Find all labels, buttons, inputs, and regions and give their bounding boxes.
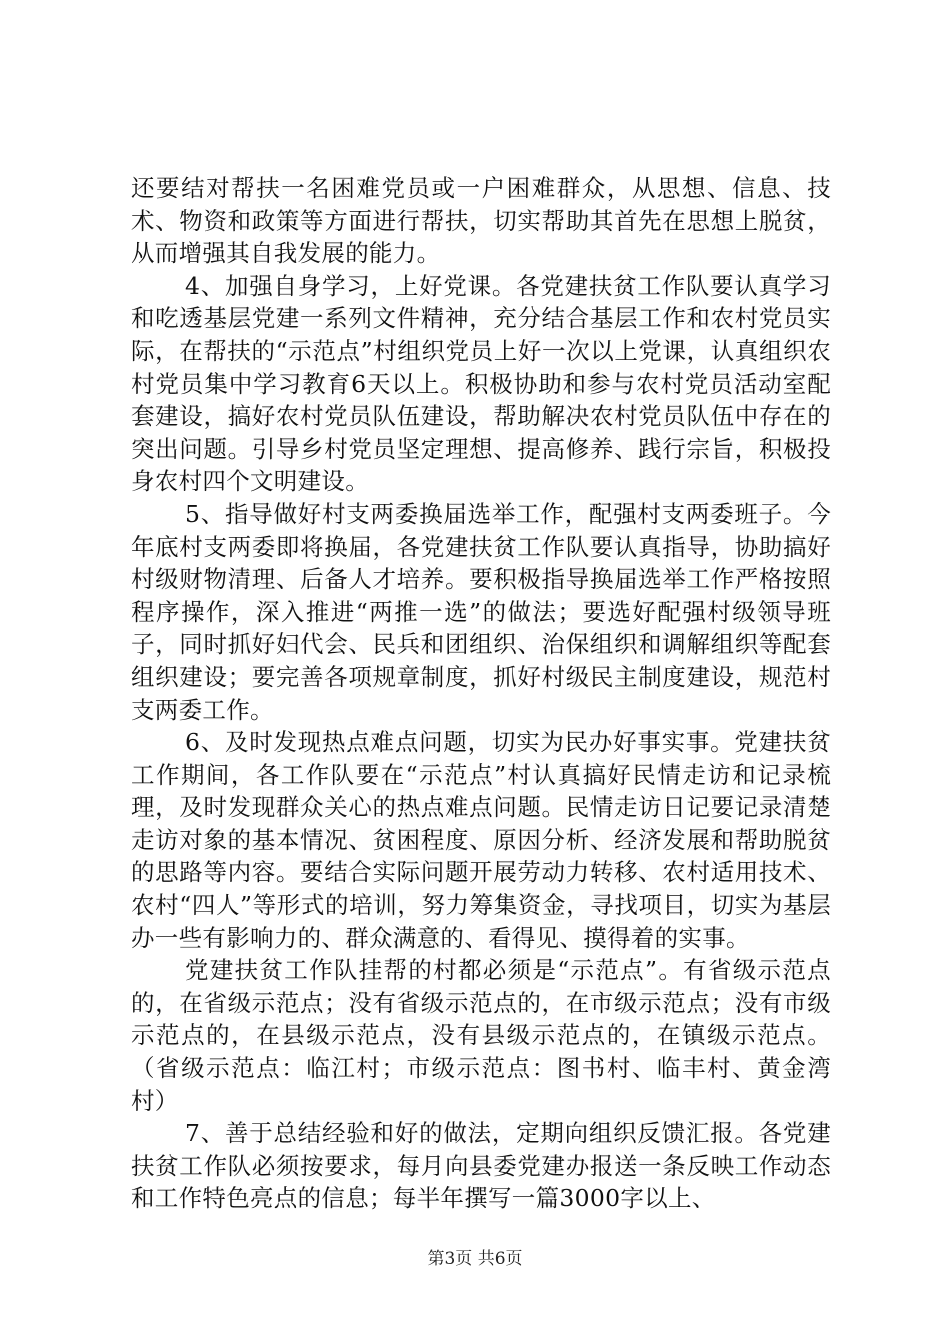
paragraph-continuation: 还要结对帮扶一名困难党员或一户困难群众，从思想、信息、技术、物资和政策等方面进行帮扶，切实帮助其首先在思想上脱贫，从而增强其自我发展的能力。 [131, 174, 831, 268]
paragraph-item-5: 5、指导做好村支两委换届选举工作，配强村支两委班子。今年底村支两委即将换届，各党建扶贫工作队要认真指导，协助搞好村级财物清理、后备人才培养。要积极指导换届选举工作严格按照程序操作，深入推进“两推一选”的做法；要选好配强村级领导班子，同时抓好妇代会、民兵和团组织、治保组织和调解组织等配套组织建设；要完善各项规章制度，抓好村级民主制度建设，规范村支两委工作。 [131, 499, 831, 724]
paragraph-item-4: 4、加强自身学习，上好党课。各党建扶贫工作队要认真学习和吃透基层党建一系列文件精神，充分结合基层工作和农村党员实际，在帮扶的“示范点”村组织党员上好一次以上党课，认真组织农村党员集中学习教育6天以上。积极协助和参与农村党员活动室配套建设，搞好农村党员队伍建设，帮助解决农村党员队伍中存在的突出问题。引导乡村党员坚定理想、提高修养、践行宗旨，积极投身农村四个文明建设。 [131, 271, 831, 496]
document-body [131, 172, 831, 1215]
paragraph-item-7: 7、善于总结经验和好的做法，定期向组织反馈汇报。各党建扶贫工作队必须按要求，每月向县委党建办报送一条反映工作动态和工作特色亮点的信息；每半年撰写一篇3000字以上、 [131, 1119, 831, 1213]
page-number-footer: 第3页 共6页 [427, 1249, 523, 1269]
paragraph-demonstration-sites: 党建扶贫工作队挂帮的村都必须是“示范点”。有省级示范点的，在省级示范点；没有省级示范点的，在市级示范点；没有市级示范点的，在县级示范点，没有县级示范点的，在镇级示范点。（省级示范点：临江村；市级示范点：图书村、临丰村、黄金湾村） [131, 956, 831, 1115]
paragraph-item-6: 6、及时发现热点难点问题，切实为民办好事实事。党建扶贫工作期间，各工作队要在“示范点”村认真搞好民情走访和记录梳理，及时发现群众关心的热点难点问题。民情走访日记要记录清楚走访对象的基本情况、贫困程度、原因分析、经济发展和帮助脱贫的思路等内容。要结合实际问题开展劳动力转移、农村适用技术、农村“四人”等形式的培训，努力筹集资金，寻找项目，切实为基层办一些有影响力的、群众满意的、看得见、摸得着的实事。 [131, 728, 831, 952]
